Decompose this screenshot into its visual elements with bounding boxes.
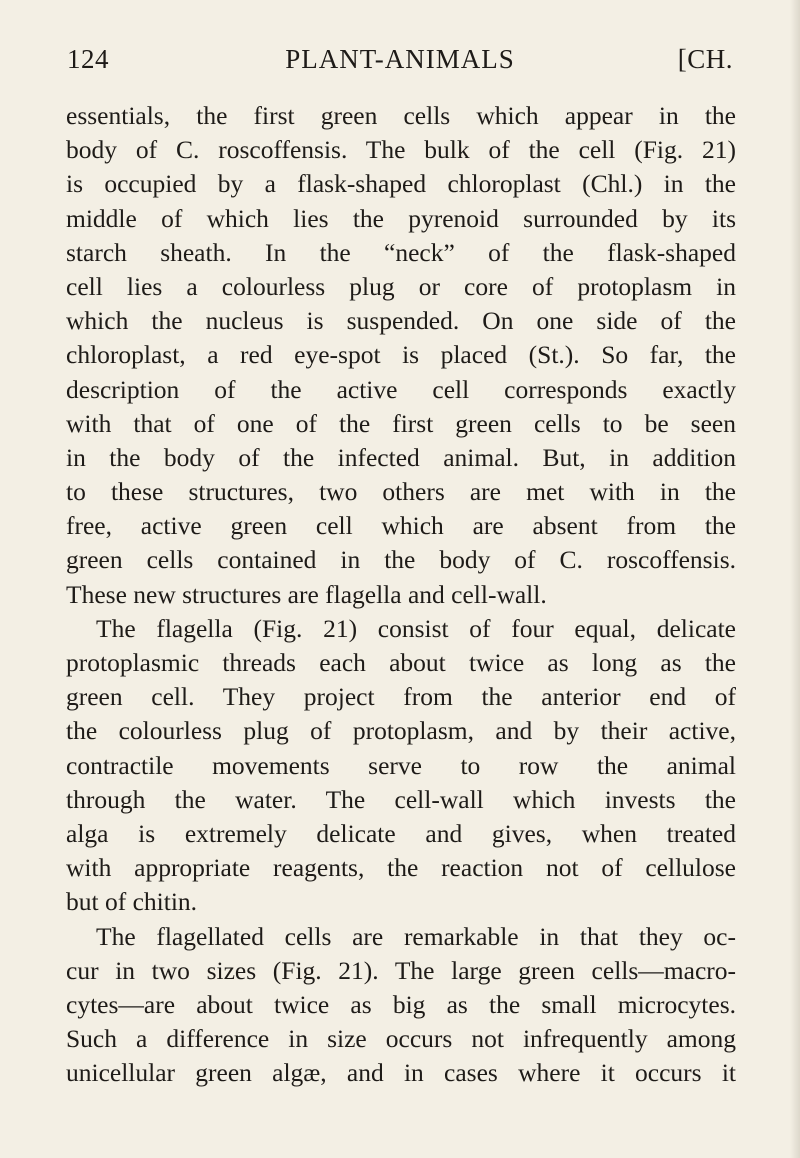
text-line: which the nucleus is suspended. On one side of the xyxy=(66,306,736,336)
text-line: through the water. The cell-wall which invests the xyxy=(66,784,736,814)
text-line: but of chitin. xyxy=(66,887,198,917)
text-line: Such a difference in size occurs not infrequently among xyxy=(66,1024,736,1054)
text-line: with appropriate reagents, the reaction not of cellulose xyxy=(66,853,736,883)
body-text xyxy=(66,99,736,1090)
text-line: cur in two sizes (Fig. 21). The large green cells—macro- xyxy=(66,955,736,985)
page-edge-shadow xyxy=(790,0,800,1158)
text-line: to these structures, two others are met with in the xyxy=(66,477,736,507)
text-line: The flagella (Fig. 21) consist of four equal, delicate xyxy=(96,613,736,643)
running-title: PLANT-ANIMALS xyxy=(285,44,515,74)
text-line: green cells contained in the body of C. roscoffensis. xyxy=(66,545,736,575)
text-line: cytes—are about twice as big as the small microcytes. xyxy=(66,989,736,1019)
text-line: with that of one of the first green cells to be seen xyxy=(66,408,736,438)
text-line: chloroplast, a red eye-spot is placed (St.). So far, the xyxy=(66,340,736,370)
chapter-mark: [CH. xyxy=(677,44,733,74)
page-number: 124 xyxy=(67,44,109,74)
text-line: The flagellated cells are remarkable in that they oc- xyxy=(96,921,736,951)
text-line: middle of which lies the pyrenoid surrounded by its xyxy=(66,203,736,233)
text-line: free, active green cell which are absent from the xyxy=(66,511,736,541)
text-line: alga is extremely delicate and gives, when treated xyxy=(66,818,736,848)
text-line: green cell. They project from the anterior end of xyxy=(66,682,736,712)
text-line: description of the active cell corresponds exactly xyxy=(66,374,736,404)
text-line: essentials, the first green cells which appear in the xyxy=(66,101,736,130)
text-line: These new structures are flagella and cell-wall. xyxy=(66,579,547,609)
text-line: unicellular green algæ, and in cases where it occurs it xyxy=(66,1058,736,1088)
text-line: the colourless plug of protoplasm, and by their active, xyxy=(66,716,736,746)
text-line: body of C. roscoffensis. The bulk of the cell (Fig. 21) xyxy=(66,135,736,165)
text-line: is occupied by a flask-shaped chloroplast (Chl.) in the xyxy=(66,169,736,199)
text-line: starch sheath. In the “neck” of the flask-shaped xyxy=(66,237,736,267)
text-line: contractile movements serve to row the animal xyxy=(66,750,736,780)
text-line: protoplasmic threads each about twice as long as the xyxy=(66,648,736,677)
running-head xyxy=(67,44,733,84)
text-line: in the body of the infected animal. But, in addition xyxy=(66,442,736,472)
text-line: cell lies a colourless plug or core of protoplasm in xyxy=(66,271,736,301)
